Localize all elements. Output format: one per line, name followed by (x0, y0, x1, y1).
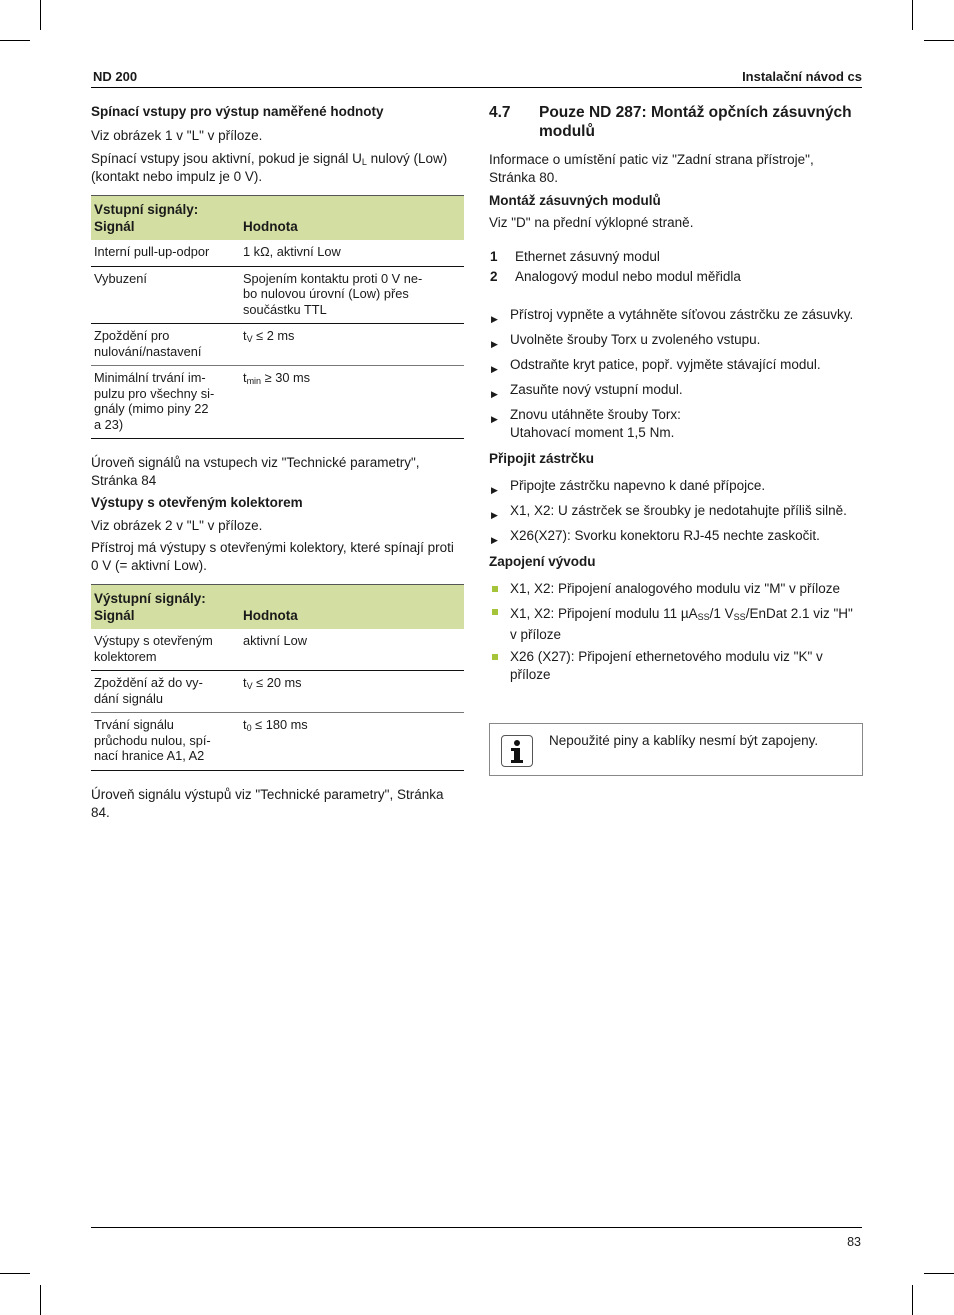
list-item: ▶ Připojte zástrčku napevno k dané přípojce. (489, 477, 863, 495)
triangle-right-icon: ▶ (491, 364, 498, 374)
header-product: ND 200 (93, 69, 138, 84)
list-item: X1, X2: Připojení analogového modulu viz "M" v příloze (489, 580, 863, 598)
triangle-right-icon: ▶ (491, 510, 498, 520)
numbered-list (489, 248, 863, 286)
table-row: Interní pull-up-odpor 1 kΩ, aktivní Low (91, 240, 464, 266)
list-item: ▶ X26(X27): Svorku konektoru RJ-45 nechte zaskočit. (489, 527, 863, 545)
info-note (489, 723, 863, 776)
table-row: Vybuzení Spojením kontaktu proti 0 V ne- bo nulovou úrovní (Low) přes součástku TTL (91, 266, 464, 324)
crop-mark (0, 40, 30, 41)
heading-pinout: Zapojení vývodu (489, 554, 596, 569)
paragraph: Spínací vstupy jsou aktivní, pokud je signál $U_L$ nulový (Low) (kontakt nebo impulz je 0 V). (91, 151, 448, 184)
green-square-icon (492, 654, 498, 660)
page-number: 83 (847, 1235, 861, 1249)
paragraph: Úroveň signálů na vstupech viz "Technické parametry", Stránka 84 (91, 455, 420, 488)
crop-mark (40, 0, 41, 30)
paragraph: Viz obrázek 2 v "L" v příloze. (91, 518, 263, 533)
table-row: Minimální trvání im- pulzu pro všechny si- gnály (mimo piny 22 a 23) $t_{min} \ge 30$ ms (91, 366, 464, 439)
header-doc-title: Instalační návod cs (742, 69, 862, 84)
heading-connect-plug: Připojit zástrčku (489, 451, 595, 466)
left-column (91, 103, 464, 822)
output-signals-table (91, 584, 464, 771)
paragraph: Viz obrázek 1 v "L" v příloze. (91, 128, 263, 143)
table-row: Zpoždění až do vy- dání signálu $t_V \le 20$ ms (91, 671, 464, 713)
list-item: ▶ X1, X2: U zástrček se šroubky je nedotahujte příliš silně. (489, 502, 863, 520)
table-header: Hodnota (240, 196, 464, 241)
crop-mark (912, 1285, 913, 1315)
triangle-right-icon: ▶ (491, 389, 498, 399)
note-text: Nepoužité piny a kablíky nesmí být zapojeny. (549, 733, 819, 748)
triangle-right-icon: ▶ (491, 339, 498, 349)
pinout-list (489, 580, 863, 684)
heading-module-mounting: Montáž zásuvných modulů (489, 193, 661, 208)
table-header: Vstupní signály: Signál (91, 196, 240, 241)
triangle-right-icon: ▶ (491, 485, 498, 495)
step-list (489, 306, 863, 442)
list-item: 2 Analogový modul nebo modul měřidla (490, 269, 741, 284)
list-item: ▶ Znovu utáhněte šrouby Torx: Utahovací moment 1,5 Nm. (491, 407, 681, 440)
list-item: ▶ Přístroj vypněte a vytáhněte síťovou zástrčku ze zásuvky. (489, 306, 863, 324)
section-title: 4.7 Pouze ND 287: Montáž opčních zásuvných modulů (489, 104, 852, 140)
page-header (91, 69, 862, 88)
crop-mark (924, 1273, 954, 1274)
table-header: Hodnota (240, 585, 464, 630)
paragraph: Informace o umístění patic viz "Zadní strana přístroje", Stránka 80. (489, 152, 814, 185)
list-item: ▶ Zasuňte nový vstupní modul. (489, 381, 863, 399)
crop-mark (0, 1273, 30, 1274)
footer-rule (91, 1227, 862, 1228)
list-item: 1 Ethernet zásuvný modul (490, 249, 660, 264)
paragraph: Úroveň signálu výstupů viz "Technické parametry", Stránka 84. (91, 786, 444, 820)
input-signals-table (91, 195, 464, 439)
crop-mark (40, 1285, 41, 1315)
paragraph: Viz "D" na přední výklopné straně. (489, 215, 694, 230)
triangle-right-icon: ▶ (491, 314, 498, 324)
info-icon (501, 735, 533, 767)
table-row: Výstupy s otevřeným kolektorem aktivní Low (91, 629, 464, 671)
connect-list (489, 477, 863, 545)
heading-switch-inputs: Spínací vstupy pro výstup naměřené hodnoty (91, 104, 384, 119)
crop-mark (924, 40, 954, 41)
table-row: Trvání signálu průchodu nulou, spí- nací hranice A1, A2 $t_0 \le 180$ ms (91, 713, 464, 771)
paragraph: Přístroj má výstupy s otevřenými kolektory, které spínají proti 0 V (= aktivní Low). (91, 540, 454, 573)
green-square-icon (492, 609, 498, 615)
right-column (489, 103, 863, 684)
heading-open-collector: Výstupy s otevřeným kolektorem (91, 495, 303, 510)
list-item: ▶ Uvolněte šrouby Torx u zvoleného vstupu. (489, 331, 863, 349)
list-item: X1, X2: Připojení modulu 11 µA$_{SS}$/1 $V_{SS}$/EnDat 2.1 viz "H" v příloze (489, 603, 863, 645)
list-item: X26 (X27): Připojení ethernetového modulu viz "K" v příloze (489, 648, 863, 684)
table-row: Zpoždění pro nulování/nastavení $t_V \le 2$ ms (91, 324, 464, 366)
triangle-right-icon: ▶ (491, 535, 498, 545)
list-item: ▶ Odstraňte kryt patice, popř. vyjměte stávající modul. (489, 356, 863, 374)
crop-mark (912, 0, 913, 30)
table-header: Výstupní signály: Signál (91, 585, 240, 630)
triangle-right-icon: ▶ (491, 414, 498, 424)
green-square-icon (492, 586, 498, 592)
